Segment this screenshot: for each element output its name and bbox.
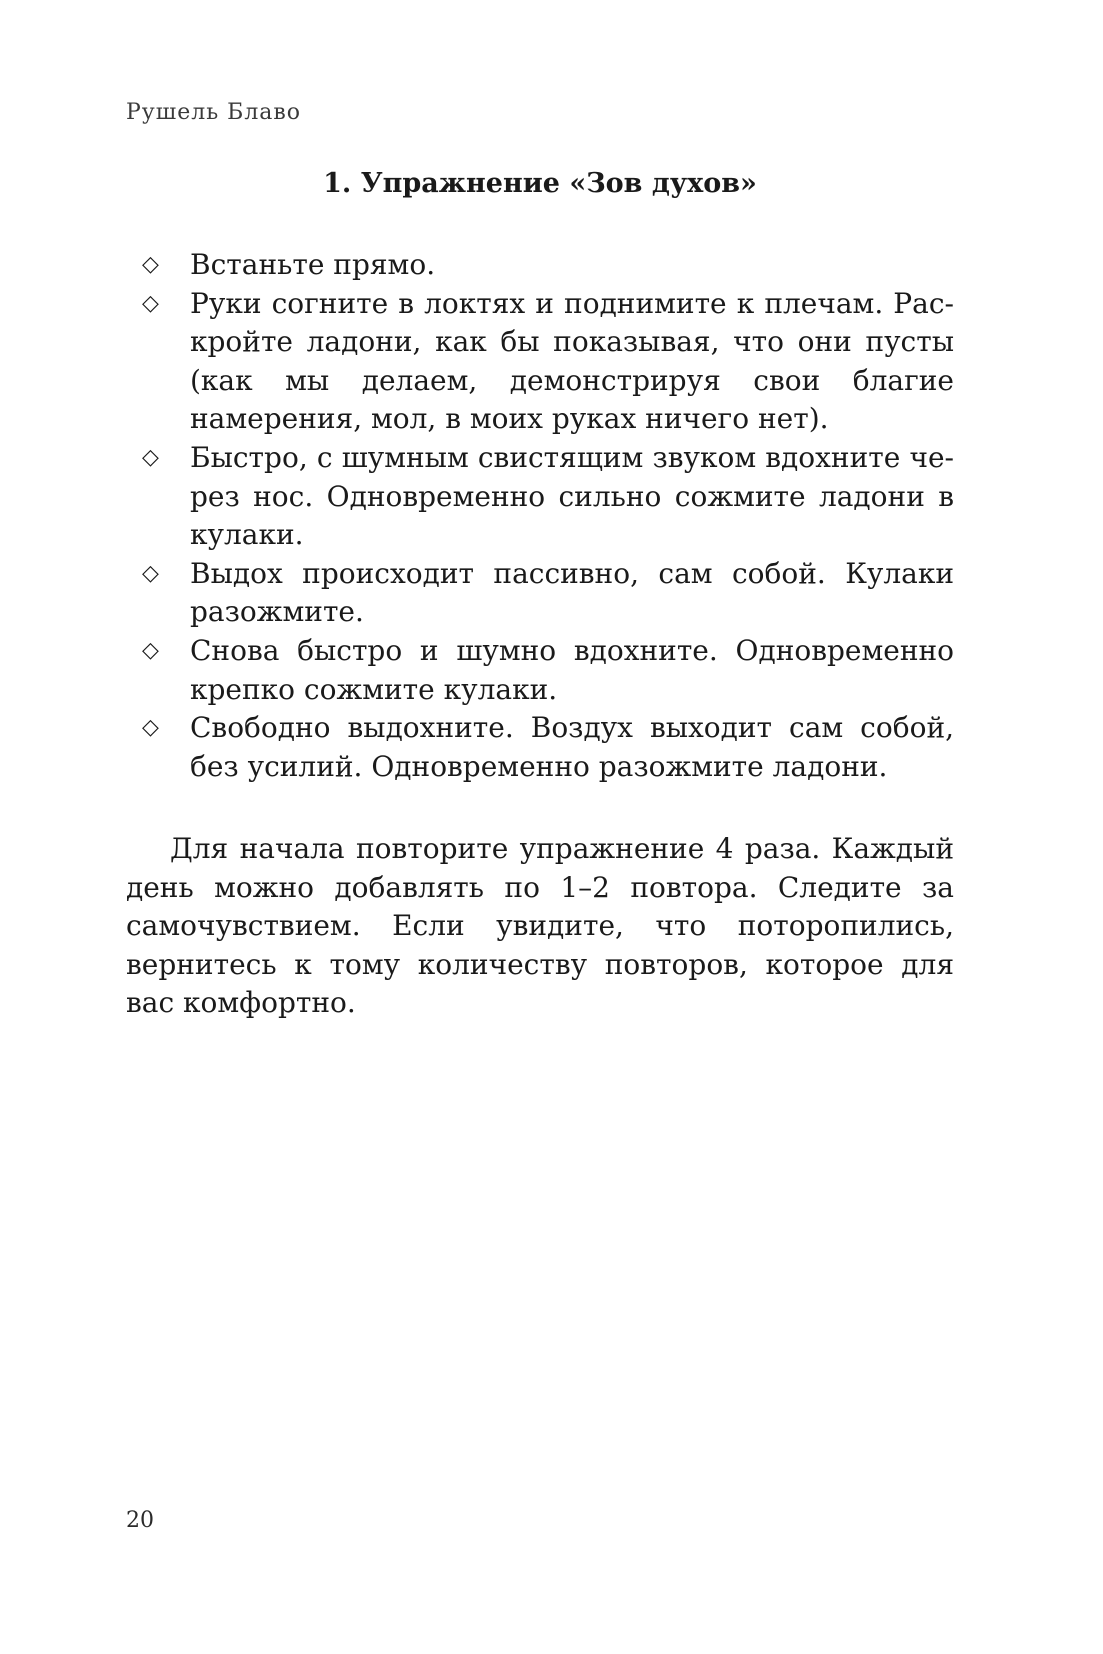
step-text: Выдох происходит пассивно, сам собой. Кулаки разожмите.	[190, 556, 954, 629]
diamond-bullet-icon: ◇	[142, 637, 159, 663]
diamond-bullet-icon: ◇	[142, 560, 159, 586]
list-item	[142, 439, 954, 555]
exercise-steps-list	[142, 246, 954, 786]
list-item	[142, 285, 954, 439]
diamond-bullet-icon: ◇	[142, 715, 159, 741]
step-text: Свободно выдохните. Воздух выходит сам собой, без усилий. Одновременно разожмите ладони.	[190, 711, 954, 783]
list-item	[142, 555, 954, 632]
list-item	[142, 709, 954, 786]
step-text: Быстро, с шумным свистящим звуком вдохните через нос. Одновременно сильно сожмите ладони в кулаки.	[190, 440, 954, 552]
diamond-bullet-icon: ◇	[142, 252, 159, 277]
diamond-bullet-icon: ◇	[142, 290, 159, 316]
step-text: Руки согните в локтях и поднимите к плечам. Раскройте ладони, как бы показывая, что они пусты (как мы делаем, демонстрируя свои благие намерения, мол, в моих руках ничего нет).	[190, 286, 954, 436]
page-number: 20	[126, 1508, 154, 1533]
running-head-author: Рушель Блаво	[126, 100, 302, 125]
list-item	[142, 632, 954, 709]
step-text: Снова быстро и шумно вдохните. Одновременно крепко сожмите кулаки.	[190, 633, 954, 706]
section-title: 1. Упражнение «Зов духов»	[323, 168, 757, 199]
body-paragraph: Для начала повторите упражнение 4 раза. Каждый день можно добавлять по 1–2 повтора. Следите за самочувствием. Если увидите, что поторопились, вернитесь к тому количеству повторов, которое для вас комфортно.	[126, 832, 954, 1020]
step-text: Встаньте прямо.	[190, 248, 436, 281]
list-item	[142, 246, 954, 285]
diamond-bullet-icon: ◇	[142, 444, 159, 470]
